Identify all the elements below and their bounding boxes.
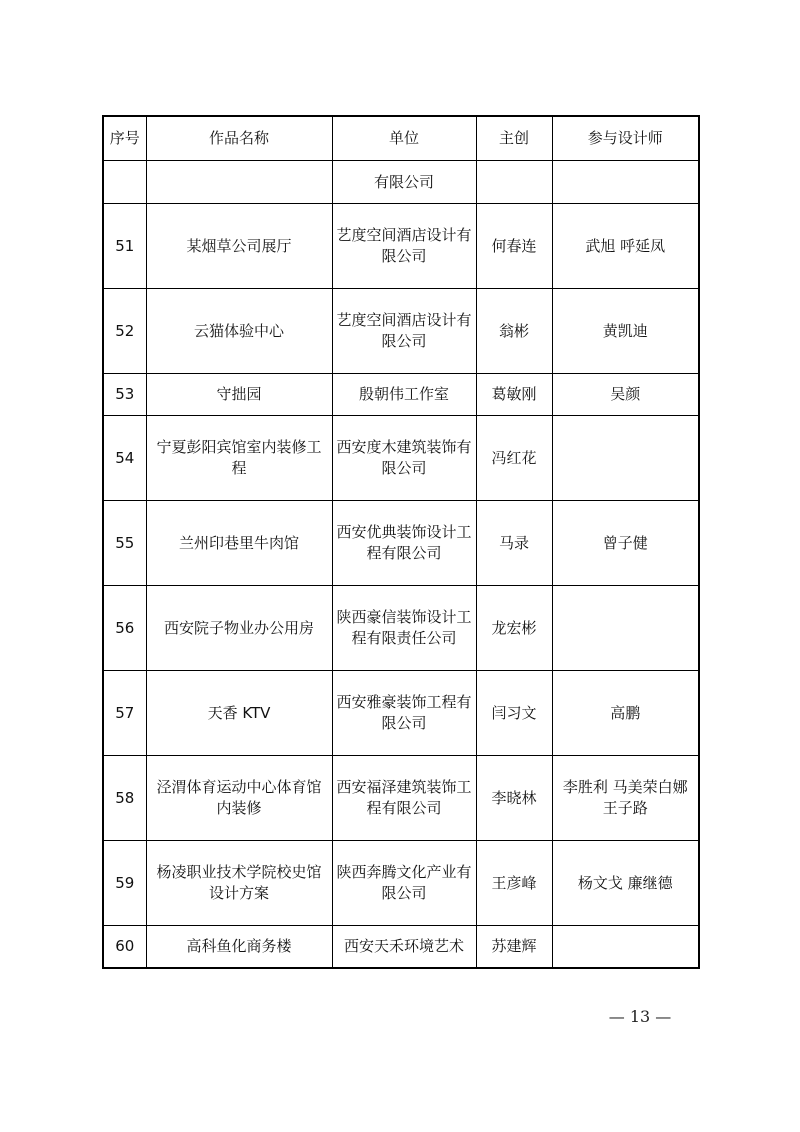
cell-lead: 龙宏彬 — [476, 586, 552, 671]
cell-lead: 马录 — [476, 501, 552, 586]
cell-no — [103, 161, 146, 204]
table-row — [103, 374, 699, 416]
cell-unit: 艺度空间酒店设计有限公司 — [332, 289, 476, 374]
cell-no: 59 — [103, 841, 146, 926]
cell-name: 西安院子物业办公用房 — [146, 586, 332, 671]
cell-name: 泾渭体育运动中心体育馆内装修 — [146, 756, 332, 841]
header-designers: 参与设计师 — [552, 116, 699, 161]
header-lead: 主创 — [476, 116, 552, 161]
cell-name: 某烟草公司展厅 — [146, 204, 332, 289]
cell-designers: 黄凯迪 — [552, 289, 699, 374]
cell-unit: 有限公司 — [332, 161, 476, 204]
cell-name: 天香 KTV — [146, 671, 332, 756]
table-row — [103, 289, 699, 374]
cell-lead: 翁彬 — [476, 289, 552, 374]
awards-table — [102, 115, 700, 969]
table-row — [103, 416, 699, 501]
cell-no: 51 — [103, 204, 146, 289]
cell-name: 高科鱼化商务楼 — [146, 926, 332, 968]
cell-name: 兰州印巷里牛肉馆 — [146, 501, 332, 586]
cell-no: 53 — [103, 374, 146, 416]
table-row — [103, 671, 699, 756]
cell-unit: 陕西豪信装饰设计工程有限责任公司 — [332, 586, 476, 671]
cell-lead — [476, 161, 552, 204]
cell-lead: 闫习文 — [476, 671, 552, 756]
header-name: 作品名称 — [146, 116, 332, 161]
cell-name: 守拙园 — [146, 374, 332, 416]
cell-designers: 曾子健 — [552, 501, 699, 586]
table-row — [103, 586, 699, 671]
table-row — [103, 756, 699, 841]
cell-unit: 西安雅豪装饰工程有限公司 — [332, 671, 476, 756]
header-no: 序号 — [103, 116, 146, 161]
table-body — [103, 161, 699, 968]
cell-no: 56 — [103, 586, 146, 671]
cell-designers: 吴颜 — [552, 374, 699, 416]
cell-designers — [552, 416, 699, 501]
table-row — [103, 501, 699, 586]
cell-name — [146, 161, 332, 204]
cell-lead: 葛敏刚 — [476, 374, 552, 416]
cell-unit: 陕西奔腾文化产业有限公司 — [332, 841, 476, 926]
table-row — [103, 926, 699, 968]
cell-unit: 艺度空间酒店设计有限公司 — [332, 204, 476, 289]
cell-designers: 李胜利 马美荣白娜 王子路 — [552, 756, 699, 841]
cell-no: 57 — [103, 671, 146, 756]
cell-no: 52 — [103, 289, 146, 374]
table-row — [103, 161, 699, 204]
cell-designers: 高鹏 — [552, 671, 699, 756]
cell-lead: 何春连 — [476, 204, 552, 289]
cell-designers — [552, 586, 699, 671]
cell-lead: 苏建辉 — [476, 926, 552, 968]
cell-name: 云猫体验中心 — [146, 289, 332, 374]
cell-designers — [552, 926, 699, 968]
table-row — [103, 841, 699, 926]
cell-unit: 西安度木建筑装饰有限公司 — [332, 416, 476, 501]
cell-unit: 西安福泽建筑装饰工程有限公司 — [332, 756, 476, 841]
header-unit: 单位 — [332, 116, 476, 161]
cell-no: 54 — [103, 416, 146, 501]
table-row — [103, 204, 699, 289]
cell-unit: 西安天禾环境艺术 — [332, 926, 476, 968]
cell-unit: 西安优典装饰设计工程有限公司 — [332, 501, 476, 586]
table-header-row — [103, 116, 699, 161]
cell-no: 60 — [103, 926, 146, 968]
cell-no: 58 — [103, 756, 146, 841]
cell-lead: 李晓林 — [476, 756, 552, 841]
cell-designers: 武旭 呼延凤 — [552, 204, 699, 289]
cell-name: 杨凌职业技术学院校史馆设计方案 — [146, 841, 332, 926]
page-number: — 13 — — [608, 1007, 672, 1026]
cell-lead: 冯红花 — [476, 416, 552, 501]
cell-unit: 殷朝伟工作室 — [332, 374, 476, 416]
cell-no: 55 — [103, 501, 146, 586]
cell-designers: 杨文戈 廉继德 — [552, 841, 699, 926]
cell-designers — [552, 161, 699, 204]
cell-name: 宁夏彭阳宾馆室内装修工程 — [146, 416, 332, 501]
cell-lead: 王彦峰 — [476, 841, 552, 926]
